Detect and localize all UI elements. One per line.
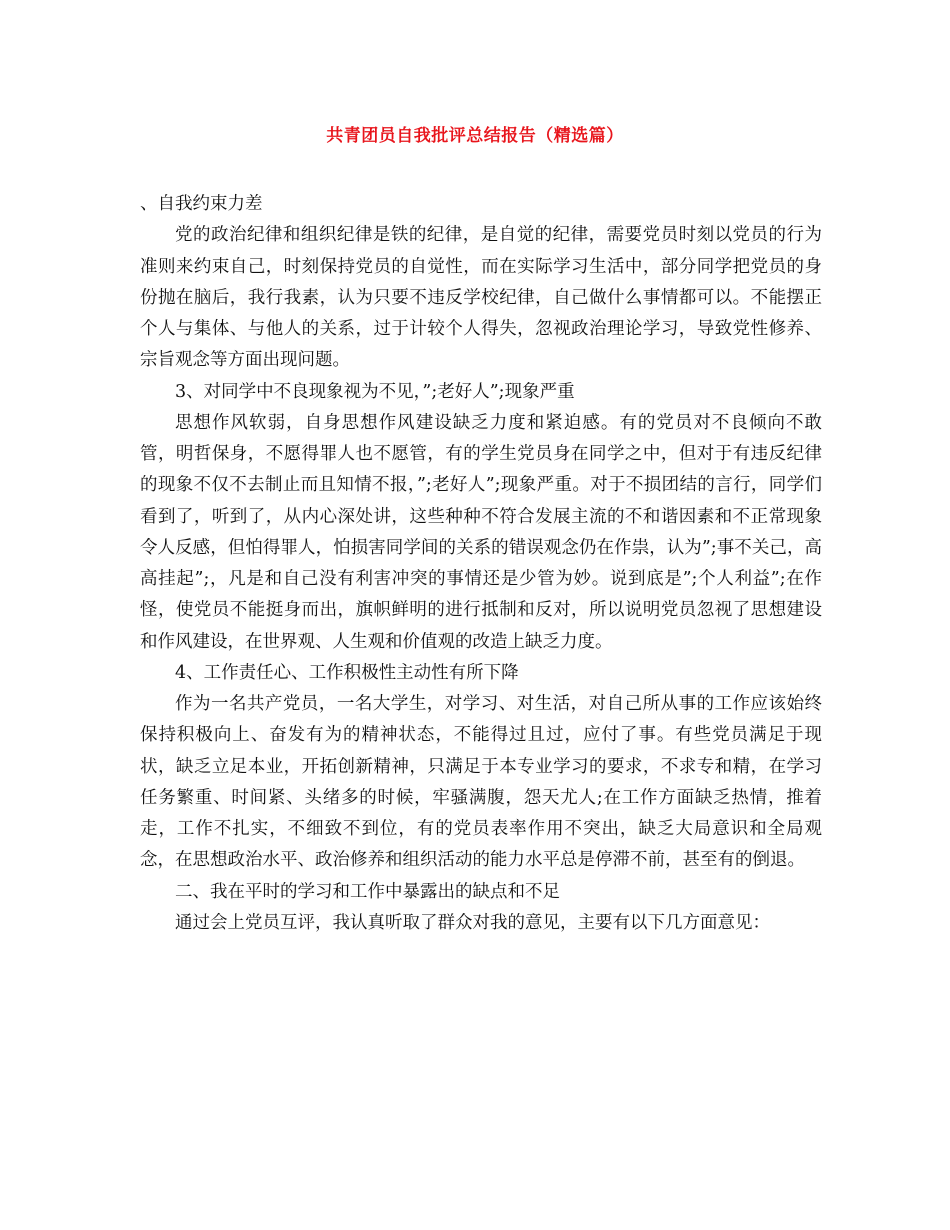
section-heading-responsibility: 4、工作责任心、工作积极性主动性有所下降 xyxy=(175,662,519,683)
paragraph-peer-review: 通过会上党员互评，我认真听取了群众对我的意见，主要有以下几方面意见： xyxy=(175,912,770,933)
section-heading-self-discipline: 、自我约束力差 xyxy=(140,194,263,214)
paragraph-party-discipline: 党的政治纪律和组织纪律是铁的纪律，是自觉的纪律，需要党员时刻以党员的行为准则来约束自己，时刻保持党员的自觉性，而在实际学习生活中，部分同学把党员的身份抛在脑后，我行我素，认为只要不违反学校纪律，自己做什么事情都可以。不能摆正个人与集体、与他人的关系，过于计较个人得失，忽视政治理论学习，导致党性修养、宗旨观念等方面出现问题。 xyxy=(140,225,822,371)
section-heading-nice-guy: 3、对同学中不良现象视为不见，”;老好人”;现象严重 xyxy=(175,381,575,402)
paragraph-attitude: 作为一名共产党员，一名大学生，对学习、对生活，对自己所从事的工作应该始终保持积极向上、奋发有为的精神状态，不能得过且过，应付了事。有些党员满足于现状，缺乏立足本业，开拓创新精神，只满足于本专业学习的要求，不求专和精，在学习任务繁重、时间紧、头绪多的时候，牢骚满腹，怨天尤人;在工作方面缺乏热情，推着走，工作不扎实，不细致不到位，有的党员表率作用不突出，缺乏大局意识和全局观念，在思想政治水平、政治修养和组织活动的能力水平总是停滞不前，甚至有的倒退。 xyxy=(140,694,822,871)
document-title: 共青团员自我批评总结报告（精选篇） xyxy=(326,126,624,146)
section-heading-shortcomings: 二、我在平时的学习和工作中暴露出的缺点和不足 xyxy=(175,881,560,902)
document-body xyxy=(140,189,822,939)
paragraph-weak-style: 思想作风软弱，自身思想作风建设缺乏力度和紧迫感。有的党员对不良倾向不敢管，明哲保身，不愿得罪人也不愿管，有的学生党员身在同学之中，但对于有违反纪律的现象不仅不去制止而且知情不报，”;老好人”;现象严重。对于不损团结的言行，同学们看到了，听到了，从内心深处讲，这些种种不符合发展主流的不和谐因素和不正常现象令人反感，但怕得罪人，怕损害同学间的关系的错误观念仍在作祟，认为”;事不关己，高高挂起”;，凡是和自己没有利害冲突的事情还是少管为妙。说到底是”;个人利益”;在作怪，使党员不能挺身而出，旗帜鲜明的进行抵制和反对，所以说明党员忽视了思想建设和作风建设，在世界观、人生观和价值观的改造上缺乏力度。 xyxy=(140,412,822,652)
